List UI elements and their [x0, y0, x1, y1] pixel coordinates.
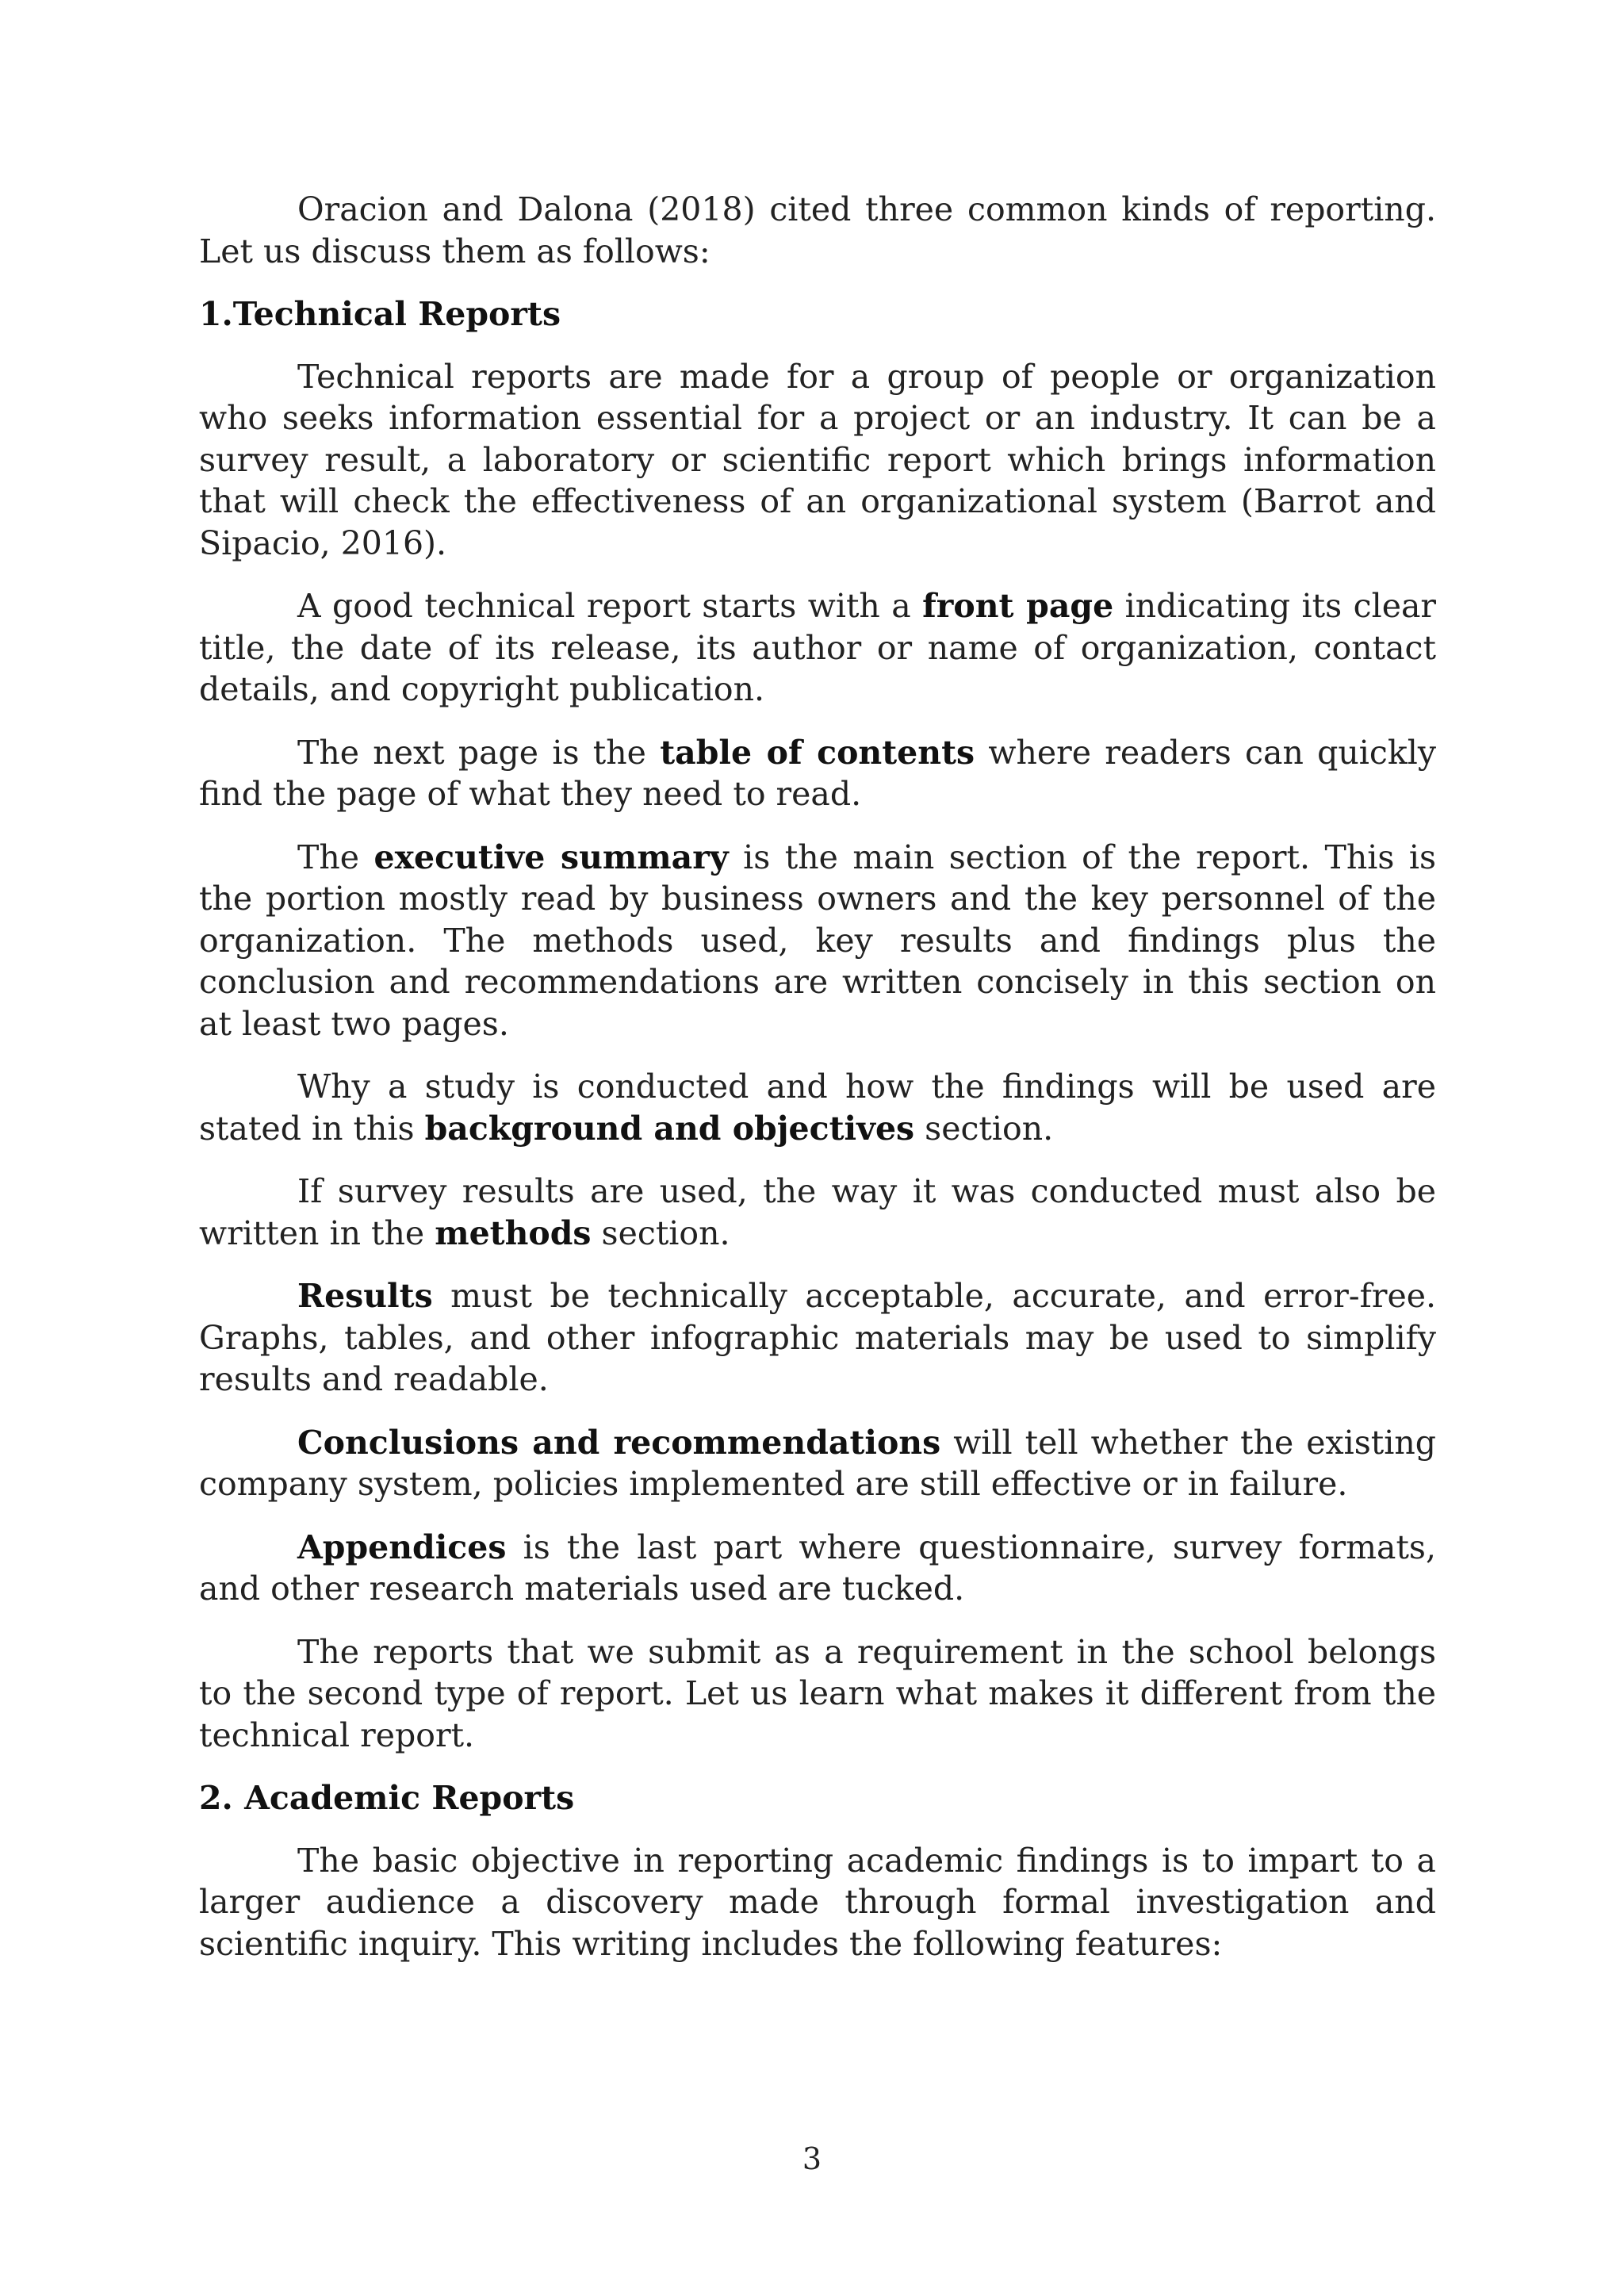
technical-definition-text: Technical reports are made for a group of people or organization who seeks information essential for a project or an industry. It can be a survey result, a laboratory or scientific report which brings information that will check the effectiveness of an organizational system (Barrot and Sipacio, 2016). [199, 357, 1436, 562]
technical-reports-heading: 1.Technical Reports [199, 295, 561, 333]
appendices-paragraph [199, 1527, 1436, 1610]
technical-definition-paragraph [199, 356, 1436, 565]
results-paragraph [199, 1275, 1436, 1401]
appendices-text-after: is the last part where questionnaire, survey formats, and other research materials used are tucked. [199, 1527, 1436, 1608]
table-of-contents-paragraph [199, 732, 1436, 815]
background-text-after: section. [914, 1109, 1054, 1148]
conclusions-paragraph [199, 1422, 1436, 1505]
front-page-paragraph [199, 585, 1436, 711]
academic-definition-paragraph [199, 1840, 1436, 1965]
methods-text-after: section. [591, 1213, 730, 1252]
appendices-term: Appendices [297, 1527, 507, 1566]
background-term: background and objectives [424, 1109, 915, 1148]
conclusions-text-after: will tell whether the existing company system, policies implemented are still effective or in failure. [199, 1423, 1437, 1503]
academic-definition-text: The basic objective in reporting academic findings is to impart to a larger audience a discovery made through formal investigation and scientific inquiry. This writing includes the following features: [199, 1841, 1436, 1963]
methods-text-before: If survey results are used, the way it was conducted must also be written in the [199, 1172, 1436, 1252]
page-body [199, 189, 1436, 1986]
toc-text-before: The next page is the [297, 733, 661, 772]
background-objectives-paragraph [199, 1066, 1436, 1149]
methods-paragraph [199, 1171, 1436, 1254]
academic-reports-heading: 2. Academic Reports [199, 1779, 575, 1817]
exec-summary-text-before: The [297, 838, 374, 876]
background-text-before: Why a study is conducted and how the findings will be used are stated in this [199, 1068, 1436, 1148]
results-text-after: must be technically acceptable, accurate, and error-free. Graphs, tables, and other infographic materials may be used to simplify results and readable. [199, 1277, 1436, 1398]
results-term: Results [297, 1277, 433, 1315]
transition-text: The reports that we submit as a requirement in the school belongs to the second type of report. Let us learn what makes it different from the technical report. [199, 1632, 1436, 1754]
front-page-term: front page [922, 587, 1114, 625]
front-page-text-after: indicating its clear title, the date of its release, its author or name of organization, contact details, and copyright publication. [199, 587, 1436, 708]
transition-paragraph [199, 1631, 1436, 1757]
intro-paragraph [199, 189, 1436, 272]
exec-summary-term: executive summary [373, 838, 729, 876]
intro-text: Oracion and Dalona (2018) cited three common kinds of reporting. Let us discuss them as follows: [199, 190, 1436, 270]
front-page-text-before: A good technical report starts with a [297, 587, 923, 625]
toc-term: table of contents [660, 733, 975, 772]
toc-text-after: where readers can quickly find the page of what they need to read. [199, 733, 1436, 813]
conclusions-term: Conclusions and recommendations [297, 1423, 941, 1462]
page-number: 3 [802, 2141, 822, 2176]
executive-summary-paragraph [199, 837, 1436, 1045]
exec-summary-text-after: is the main section of the report. This is the portion mostly read by business owners and the key personnel of the organization. The methods used, key results and findings plus the conclusion and recommendations are written concisely in this section on at least two pages. [199, 838, 1437, 1043]
methods-term: methods [435, 1213, 592, 1252]
